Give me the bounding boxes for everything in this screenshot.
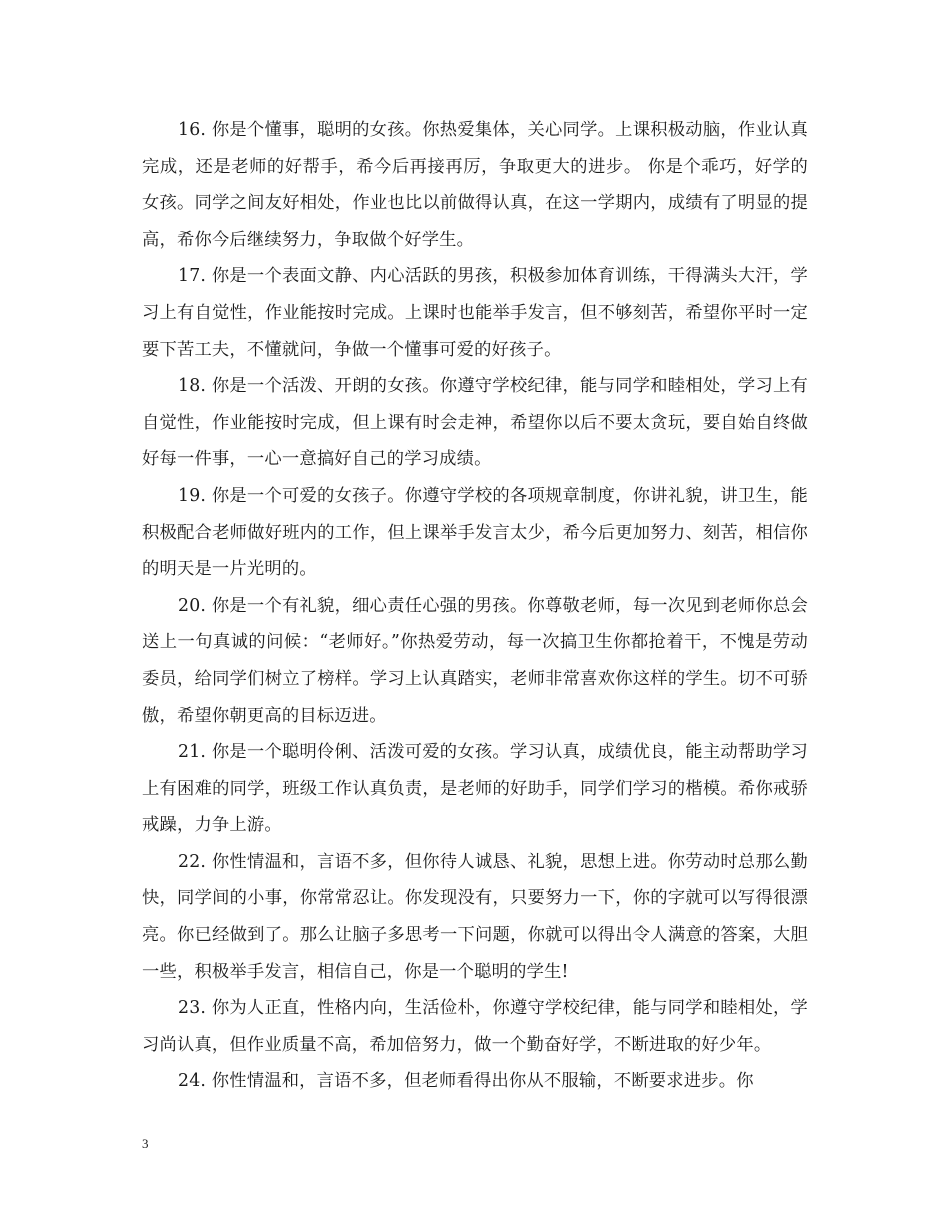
- comment-paragraph-22: 22. 你性情温和，言语不多，但你待人诚恳、礼貌，思想上进。你劳动时总那么勤快，同学间的小事，你常常忍让。你发现没有，只要努力一下，你的字就可以写得很漂亮。你已经做到了。那么让脑子多思考一下问题，你就可以得出令人满意的答案，大胆一些，积极举手发言，相信自己，你是一个聪明的学生!: [142, 851, 808, 982]
- comment-paragraph-17: 17. 你是一个表面文静、内心活跃的男孩，积极参加体育训练，干得满头大汗，学习上有自觉性，作业能按时完成。上课时也能举手发言，但不够刻苦，希望你平时一定要下苦工夫，不懂就问，争做一个懂事可爱的好孩子。: [142, 266, 808, 360]
- comment-paragraph-20: 20. 你是一个有礼貌，细心责任心强的男孩。你尊敬老师，每一次见到老师你总会送上一句真诚的问候：“老师好。”你热爱劳动，每一次搞卫生你都抢着干，不愧是劳动委员，给同学们树立了榜样。学习上认真踏实，老师非常喜欢你这样的学生。切不可骄傲，希望你朝更高的目标迈进。: [142, 595, 808, 726]
- comment-paragraph-16: 16. 你是个懂事，聪明的女孩。你热爱集体，关心同学。上课积极动脑，作业认真完成，还是老师的好帮手，希今后再接再厉，争取更大的进步。 你是个乖巧，好学的女孩。同学之间友好相处，作业也比以前做得认真，在这一学期内，成绩有了明显的提高，希你今后继续努力，争取做个好学生。: [142, 120, 808, 250]
- comment-paragraph-19: 19. 你是一个可爱的女孩子。你遵守学校的各项规章制度，你讲礼貌，讲卫生，能积极配合老师做好班内的工作，但上课举手发言太少，希今后更加努力、刻苦，相信你的明天是一片光明的。: [142, 485, 808, 580]
- comment-paragraph-24: 24. 你性情温和，言语不多，但老师看得出你从不服输，不断要求进步。你: [178, 1071, 754, 1092]
- comment-paragraph-23: 23. 你为人正直，性格内向，生活俭朴，你遵守学校纪律，能与同学和睦相处，学习尚认真，但作业质量不高，希加倍努力，做一个勤奋好学，不断进取的好少年。: [142, 998, 808, 1055]
- comment-paragraph-21: 21. 你是一个聪明伶俐、活泼可爱的女孩。学习认真，成绩优良，能主动帮助学习上有困难的同学，班级工作认真负责，是老师的好助手，同学们学习的楷模。希你戒骄戒躁，力争上游。: [142, 742, 808, 836]
- comment-paragraph-18: 18. 你是一个活泼、开朗的女孩。你遵守学校纪律，能与同学和睦相处，学习上有自觉性，作业能按时完成，但上课有时会走神，希望你以后不要太贪玩，要自始自终做好每一件事，一心一意搞好自己的学习成绩。: [142, 376, 808, 470]
- page-number: 3: [142, 1136, 149, 1151]
- document-body: [142, 112, 808, 1100]
